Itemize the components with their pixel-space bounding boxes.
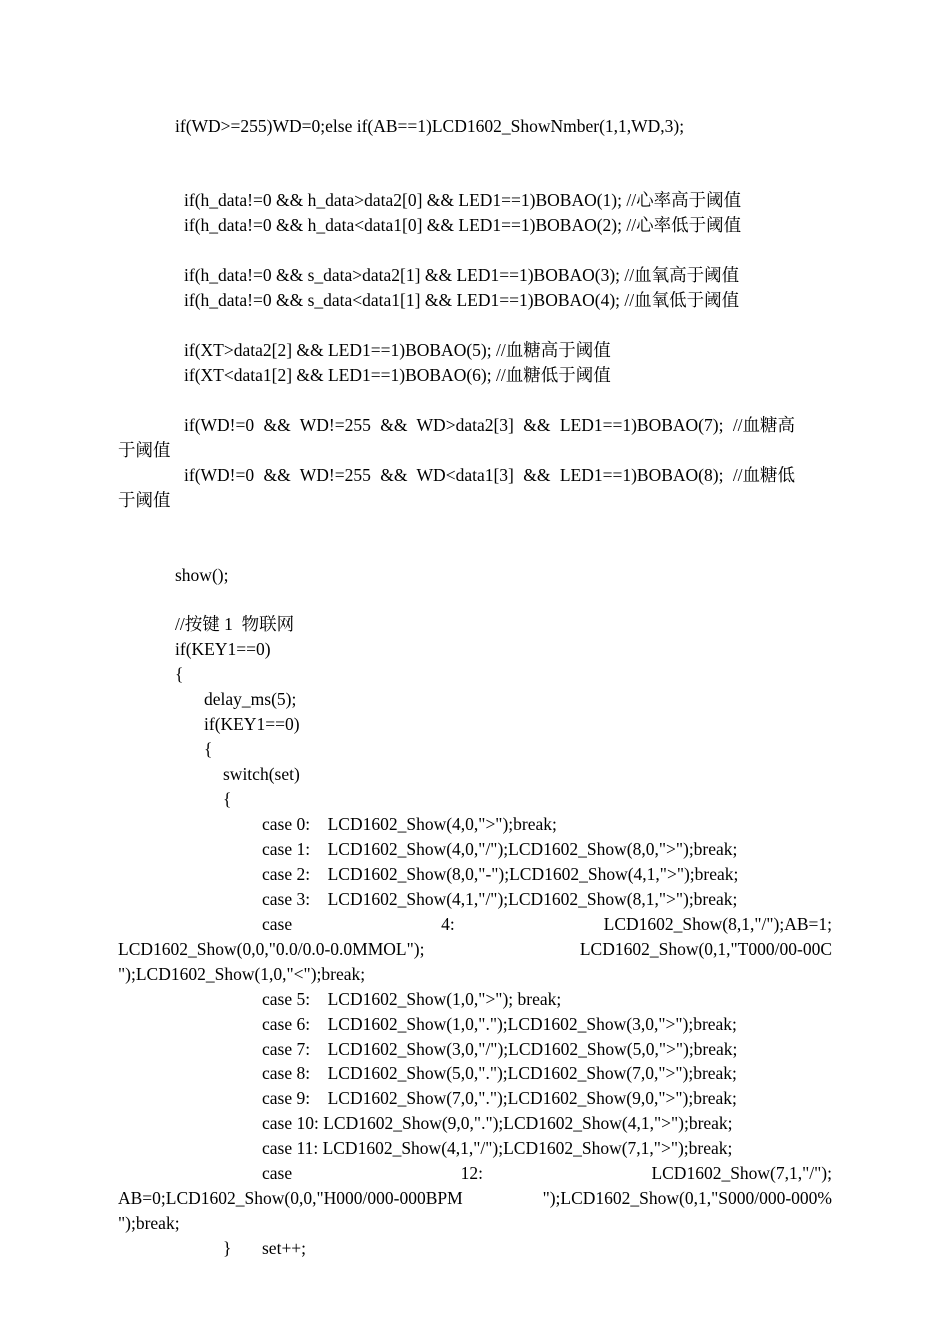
case-body: LCD1602_Show(0,1,"T000/00-00C [579, 939, 832, 959]
code-line: delay_ms(5); [204, 689, 297, 709]
case-line: case 7: LCD1602_Show(3,0,"/");LCD1602_Show(5,0,">");break; [262, 1039, 738, 1059]
code-comment: //按键 1 物联网 [175, 614, 295, 634]
case-keyword: case [262, 1163, 293, 1183]
case-line: case 5: LCD1602_Show(1,0,">"); break; [262, 989, 562, 1009]
case-body: LCD1602_Show(7,1,"/"); [651, 1163, 832, 1183]
case-line-wrap: ");LCD1602_Show(1,0,"<");break; [118, 964, 366, 984]
case-line: case 0: LCD1602_Show(4,0,">");break; [262, 814, 557, 834]
case-line: case 1: LCD1602_Show(4,0,"/");LCD1602_Show(8,0,">");break; [262, 839, 738, 859]
code-line-wrap: 于阈值 [118, 490, 171, 510]
code-line: if(KEY1==0) [204, 714, 300, 734]
case-body: LCD1602_Show(8,1,"/");AB=1; [603, 914, 832, 934]
case-body: AB=0;LCD1602_Show(0,0,"H000/000-000BPM [118, 1188, 463, 1208]
case-label: 12: [460, 1163, 483, 1183]
case-line: case 10: LCD1602_Show(9,0,".");LCD1602_Show(4,1,">");break; [262, 1113, 733, 1133]
case-body: ");LCD1602_Show(0,1,"S000/000-000% [542, 1188, 832, 1208]
code-line: switch(set) [223, 764, 300, 784]
case-body: LCD1602_Show(0,0,"0.0/0.0-0.0MMOL"); [118, 939, 425, 959]
code-line: if(WD!=0 && WD!=255 && WD>data2[3] && LED1==1)BOBAO(7); //血糖高 [184, 415, 796, 435]
case-line: case 9: LCD1602_Show(7,0,".");LCD1602_Show(9,0,">");break; [262, 1088, 737, 1108]
code-line-wrap: 于阈值 [118, 440, 171, 460]
code-line: { [204, 739, 213, 759]
case-line: case 3: LCD1602_Show(4,1,"/");LCD1602_Show(8,1,">");break; [262, 889, 738, 909]
code-line: if(h_data!=0 && h_data>data2[0] && LED1==1)BOBAO(1); //心率高于阈值 [184, 190, 742, 210]
code-line: if(XT<data1[2] && LED1==1)BOBAO(6); //血糖低于阈值 [184, 365, 611, 385]
case-line: case 2: LCD1602_Show(8,0,"-");LCD1602_Show(4,1,">");break; [262, 864, 739, 884]
case-line: case 11: LCD1602_Show(4,1,"/");LCD1602_Show(7,1,">");break; [262, 1138, 733, 1158]
code-line: } [223, 1238, 232, 1258]
code-line: if(h_data!=0 && h_data<data1[0] && LED1==1)BOBAO(2); //心率低于阈值 [184, 215, 742, 235]
case-line-wrap: ");break; [118, 1213, 180, 1233]
code-line: { [175, 664, 184, 684]
code-line: if(h_data!=0 && s_data>data2[1] && LED1==1)BOBAO(3); //血氧高于阈值 [184, 265, 740, 285]
case-keyword: case [262, 914, 293, 934]
case-line-wrap [118, 937, 832, 962]
code-line: { [223, 789, 232, 809]
code-line: if(WD>=255)WD=0;else if(AB==1)LCD1602_ShowNmber(1,1,WD,3); [175, 116, 685, 136]
case-line [262, 1161, 832, 1186]
case-label: 4: [441, 914, 455, 934]
code-line: if(WD!=0 && WD!=255 && WD<data1[3] && LED1==1)BOBAO(8); //血糖低 [184, 465, 796, 485]
case-line-wrap [118, 1186, 832, 1211]
case-line [262, 912, 832, 937]
code-line: set++; [262, 1238, 307, 1258]
case-line: case 6: LCD1602_Show(1,0,".");LCD1602_Show(3,0,">");break; [262, 1014, 737, 1034]
code-line: if(h_data!=0 && s_data<data1[1] && LED1==1)BOBAO(4); //血氧低于阈值 [184, 290, 740, 310]
case-line: case 8: LCD1602_Show(5,0,".");LCD1602_Show(7,0,">");break; [262, 1063, 737, 1083]
code-line: if(KEY1==0) [175, 639, 271, 659]
code-line: if(XT>data2[2] && LED1==1)BOBAO(5); //血糖高于阈值 [184, 340, 611, 360]
code-line: show(); [175, 565, 229, 585]
